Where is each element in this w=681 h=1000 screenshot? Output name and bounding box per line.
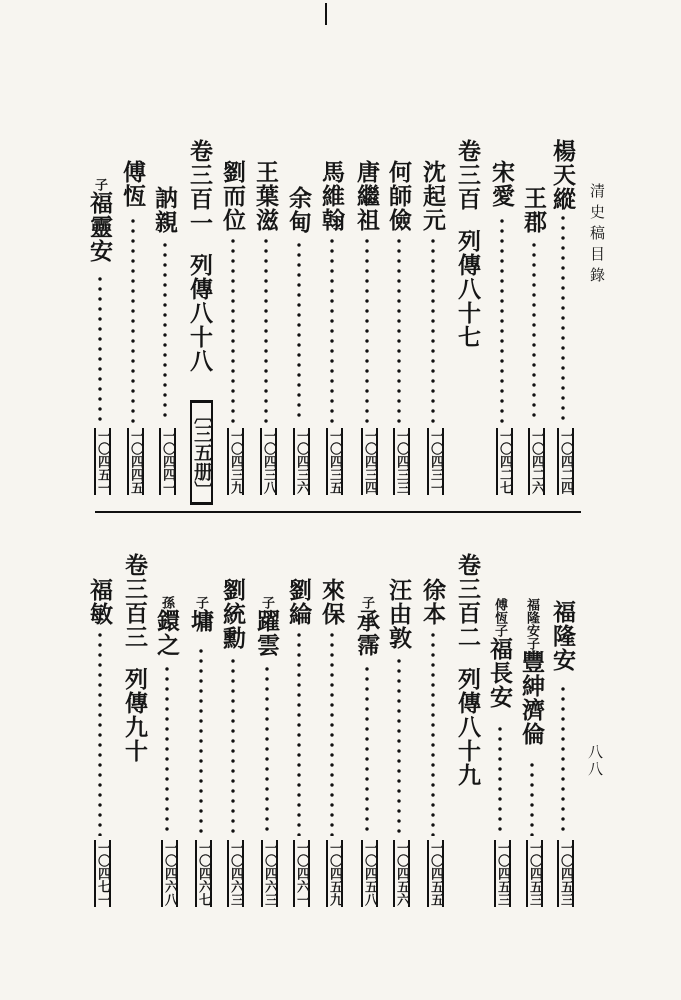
- toc-entry-page: 一〇四三三: [394, 429, 409, 494]
- relation-prefix: 子: [359, 596, 374, 609]
- toc-entry-name: 馬維翰: [318, 160, 345, 232]
- person-name: 墉: [187, 609, 214, 633]
- scan-edge-mark: [325, 3, 327, 25]
- toc-entry-name: [255, 596, 278, 657]
- toc-entry-page: 一〇四五三: [527, 841, 542, 906]
- juan-number: 卷三百二: [454, 553, 481, 649]
- person-name: 躍雲: [253, 609, 280, 657]
- toc-entry-page: 一〇四三六: [294, 429, 309, 494]
- toc-entry-name: 劉統勳: [219, 578, 246, 650]
- toc-entry-page: 一〇四二七: [497, 429, 512, 494]
- juan-heading: [123, 553, 146, 763]
- toc-entry-page: 一〇四五六: [394, 841, 409, 906]
- page-number: 八八: [586, 744, 604, 778]
- person-name: 福長安: [486, 637, 513, 709]
- leader-dots: [199, 646, 203, 836]
- toc-entry-name: 劉而位: [219, 160, 246, 232]
- toc-entry-name: 宋愛: [488, 160, 515, 208]
- toc-entry-page: 一〇四五三: [495, 841, 510, 906]
- toc-entry-name: 余甸: [285, 186, 312, 234]
- toc-entry-page: 一〇四三五: [327, 429, 342, 494]
- relation-prefix: 福隆安子: [524, 598, 539, 650]
- toc-entry-page: 一〇四六三: [262, 841, 277, 906]
- leader-dots: [532, 240, 536, 423]
- leader-dots: [163, 240, 167, 423]
- juan-heading: [456, 553, 479, 787]
- juan-section: 列傳八十九: [454, 667, 481, 787]
- toc-entry-page: 一〇四二六: [529, 429, 544, 494]
- toc-entry-page: 一〇四二四: [558, 429, 573, 494]
- toc-entry-name: 劉綸: [285, 578, 312, 626]
- person-name: 豐紳濟倫: [518, 650, 545, 746]
- leader-dots: [397, 656, 401, 836]
- volume-mark: 〔三五册〕: [190, 400, 213, 505]
- leader-dots: [231, 656, 235, 836]
- juan-heading: [188, 139, 211, 373]
- person-name: 鐶之: [153, 609, 180, 657]
- toc-entry-page: 一〇四五一: [95, 429, 110, 494]
- toc-entry-page: 一〇四四五: [128, 429, 143, 494]
- toc-entry-page: 一〇四五五: [428, 841, 443, 906]
- toc-entry-name: 徐本: [419, 578, 446, 626]
- leader-dots: [431, 236, 435, 423]
- leader-dots: [131, 216, 135, 423]
- toc-entry-name: 楊天縱: [549, 139, 576, 211]
- toc-entry-name: [189, 596, 212, 633]
- toc-entry-name: 傅恆: [119, 160, 146, 208]
- leader-dots: [397, 236, 401, 423]
- toc-entry-page: 一〇四三一: [428, 429, 443, 494]
- leader-dots: [330, 630, 334, 836]
- toc-entry-page: 一〇四三四: [362, 429, 377, 494]
- relation-prefix: 子: [92, 178, 107, 191]
- toc-entry-name: 王郡: [520, 186, 547, 234]
- toc-entry-name: [88, 178, 111, 263]
- relation-prefix: 孫: [159, 596, 174, 609]
- leader-dots: [498, 724, 502, 836]
- toc-entry-name: 訥親: [151, 186, 178, 234]
- toc-entry-page: 一〇四五九: [327, 841, 342, 906]
- running-header-title: 清史稿目錄: [588, 183, 606, 288]
- toc-entry-name: [520, 598, 543, 746]
- juan-number: 卷三百三: [121, 553, 148, 649]
- toc-entry-name: 福隆安: [549, 600, 576, 672]
- leader-dots: [98, 630, 102, 836]
- leader-dots: [561, 213, 565, 423]
- juan-section: 列傳八十七: [454, 229, 481, 349]
- toc-entry-page: 一〇四四一: [160, 429, 175, 494]
- toc-entry-name: 汪由敦: [385, 578, 412, 650]
- toc-entry-name: 唐繼祖: [353, 160, 380, 232]
- leader-dots: [561, 684, 565, 836]
- toc-entry-name: [155, 596, 178, 657]
- leader-dots: [365, 236, 369, 423]
- leader-dots: [98, 274, 102, 423]
- leader-dots: [265, 664, 269, 836]
- toc-entry-name: [355, 596, 378, 657]
- toc-entry-page: 一〇四三九: [228, 429, 243, 494]
- person-name: 福靈安: [86, 191, 113, 263]
- leader-dots: [165, 664, 169, 836]
- leader-dots: [365, 664, 369, 836]
- toc-entry-name: 何師儉: [385, 160, 412, 232]
- toc-entry-name: 沈起元: [419, 160, 446, 232]
- toc-entry-page: 一〇四六八: [162, 841, 177, 906]
- leader-dots: [431, 630, 435, 836]
- juan-number: 卷三百一: [186, 139, 213, 235]
- toc-entry-page: 一〇四五三: [558, 841, 573, 906]
- toc-entry-name: 王葉滋: [252, 160, 279, 232]
- leader-dots: [231, 236, 235, 423]
- juan-number: 卷三百: [454, 139, 481, 211]
- person-name: 承霈: [353, 609, 380, 657]
- leader-dots: [530, 760, 534, 836]
- juan-section: 列傳八十八: [186, 253, 213, 373]
- leader-dots: [297, 630, 301, 836]
- toc-entry-page: 一〇四六三: [228, 841, 243, 906]
- section-divider: [95, 511, 581, 513]
- toc-entry-name: [488, 598, 511, 709]
- relation-prefix: 子: [259, 596, 274, 609]
- toc-entry-page: 一〇四三八: [261, 429, 276, 494]
- toc-entry-name: 來保: [318, 578, 345, 626]
- juan-heading: [456, 139, 479, 349]
- toc-entry-page: 一〇四七一: [95, 841, 110, 906]
- leader-dots: [264, 236, 268, 423]
- leader-dots: [297, 240, 301, 423]
- toc-entry-page: 一〇四五八: [362, 841, 377, 906]
- relation-prefix: 傅恆子: [492, 598, 507, 637]
- juan-section: 列傳九十: [121, 667, 148, 763]
- leader-dots: [330, 236, 334, 423]
- relation-prefix: 子: [193, 596, 208, 609]
- toc-entry-page: 一〇四六七: [196, 841, 211, 906]
- leader-dots: [500, 216, 504, 423]
- toc-entry-name: 福敏: [86, 578, 113, 626]
- toc-entry-page: 一〇四六一: [294, 841, 309, 906]
